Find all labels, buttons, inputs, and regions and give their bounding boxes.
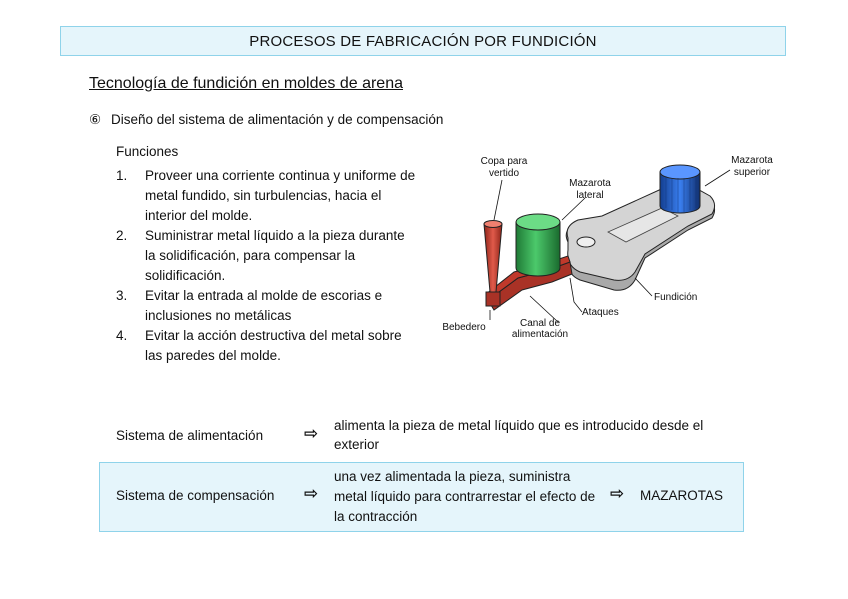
- arrow-right-icon: ⇨: [610, 484, 625, 503]
- sistema-compensacion-text: una vez alimentada la pieza, suministra metal líquido para contrarrestar el efecto de la contracción: [334, 469, 596, 524]
- list-item-number: 1.: [116, 168, 128, 183]
- page-header: [60, 26, 786, 56]
- sistema-alimentacion-label: Sistema de alimentación: [116, 428, 264, 443]
- list-item: [116, 286, 416, 326]
- list-item-number: 2.: [116, 228, 128, 243]
- funciones-heading: Funciones: [116, 144, 179, 159]
- page-title: PROCESOS DE FABRICACIÓN POR FUNDICIÓN: [249, 32, 597, 50]
- list-item-number: 4.: [116, 328, 128, 343]
- section-title: Diseño del sistema de alimentación y de compensación: [111, 112, 444, 127]
- list-item-text: Evitar la acción destructiva del metal sobre las paredes del molde.: [145, 328, 402, 363]
- label-bebedero: Bebedero: [442, 322, 486, 333]
- label-canal-2: alimentación: [511, 329, 569, 340]
- list-item-text: Proveer una corriente continua y uniforme de metal fundido, sin turbulencias, hacia el interior del molde.: [145, 168, 416, 223]
- label-mazarota-lateral-2: lateral: [576, 190, 604, 201]
- section-heading: [89, 112, 443, 128]
- arrow-right-icon: ⇨: [304, 484, 319, 503]
- label-mazarota-superior-1: Mazarota: [731, 155, 773, 166]
- list-item-number: 3.: [116, 288, 128, 303]
- arrow-right-icon: ⇨: [304, 424, 319, 443]
- casting-diagram: [430, 150, 790, 350]
- sistema-compensacion-label: Sistema de compensación: [116, 488, 275, 503]
- list-item: [116, 166, 416, 226]
- list-item: [116, 326, 416, 366]
- list-item-text: Evitar la entrada al molde de escorias e inclusiones no metálicas: [145, 288, 383, 323]
- mazarotas-label: MAZAROTAS: [640, 488, 724, 503]
- sistema-alimentacion-text: alimenta la pieza de metal líquido que es introducido desde el exterior: [334, 418, 704, 452]
- label-fundicion: Fundición: [654, 292, 698, 303]
- list-item: [116, 226, 416, 286]
- top-riser: [660, 165, 700, 213]
- label-canal-1: Canal de: [519, 318, 561, 329]
- label-copa-2: vertido: [488, 168, 520, 179]
- funciones-list: [116, 166, 416, 366]
- label-ataques: Ataques: [582, 307, 619, 318]
- label-copa-1: Copa para: [480, 156, 528, 167]
- label-mazarota-superior-2: superior: [733, 167, 771, 178]
- list-item-text: Suministrar metal líquido a la pieza durante la solidificación, para compensar la solidificación.: [145, 228, 405, 283]
- subtitle: Tecnología de fundición en moldes de arena: [89, 75, 403, 92]
- sprue: [484, 221, 502, 307]
- side-riser: [516, 214, 560, 276]
- section-number: ⑥: [89, 112, 102, 127]
- label-mazarota-lateral-1: Mazarota: [569, 178, 611, 189]
